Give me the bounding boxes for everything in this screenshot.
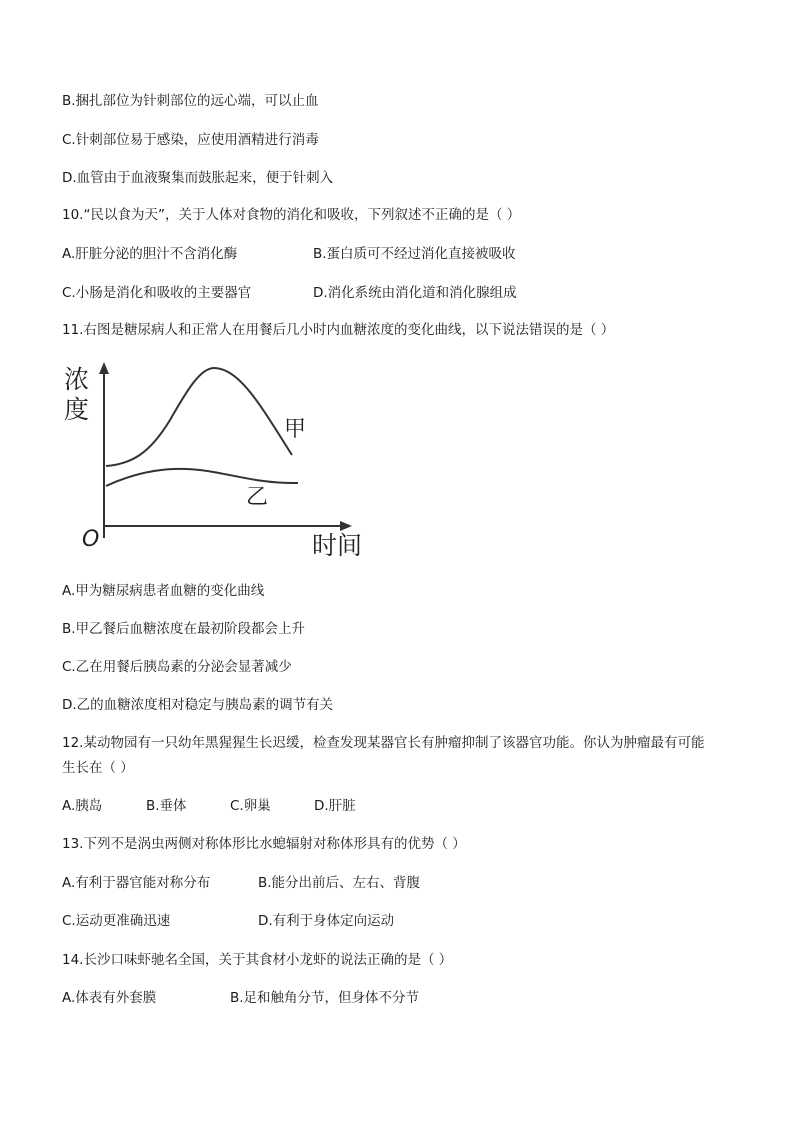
- q11-option-d: D.乙的血糖浓度相对稳定与胰岛素的调节有关: [62, 697, 334, 713]
- x-axis-label: 时间: [312, 531, 363, 560]
- y-axis-label-2: 度: [64, 395, 90, 424]
- q9-option-c: C.针刺部位易于感染，应使用酒精进行消毒: [62, 132, 319, 148]
- q10-option-c: C.小肠是消化和吸收的主要器官: [62, 285, 252, 301]
- blood-sugar-curve-figure: [62, 358, 382, 563]
- x-axis-arrow: [340, 521, 352, 531]
- q10-option-b: B.蛋白质可不经过消化直接被吸收: [313, 246, 516, 262]
- q14-option-b: B.足和触角分节，但身体不分节: [230, 990, 420, 1006]
- q13-option-b: B.能分出前后、左右、背腹: [258, 875, 421, 891]
- curve-jia-label: 甲: [284, 417, 307, 442]
- q12-option-d: D.肝脏: [314, 798, 356, 814]
- q12-option-b: B.垂体: [146, 798, 187, 814]
- q11-stem: 11.右图是糖尿病人和正常人在用餐后几小时内血糖浓度的变化曲线，以下说法错误的是（ ）: [62, 322, 615, 338]
- q11-option-b: B.甲乙餐后血糖浓度在最初阶段都会上升: [62, 621, 306, 637]
- q12-stem-line1: 12.某动物园有一只幼年黑猩猩生长迟缓，检查发现某器官长有肿瘤抑制了该器官功能。你认为肿瘤最有可能: [62, 735, 705, 751]
- q11-option-a: A.甲为糖尿病患者血糖的变化曲线: [62, 583, 265, 599]
- y-axis-arrow: [99, 362, 109, 374]
- q12-option-a: A.胰岛: [62, 798, 103, 814]
- curve-svg: [62, 358, 382, 563]
- q13-option-c: C.运动更准确迅速: [62, 913, 171, 929]
- origin-label: O: [82, 527, 100, 552]
- q10-option-d: D.消化系统由消化道和消化腺组成: [313, 285, 517, 301]
- q10-stem: 10.“民以食为天”，关于人体对食物的消化和吸收，下列叙述不正确的是（ ）: [62, 207, 521, 223]
- curve-yi: [106, 469, 298, 486]
- q11-option-c: C.乙在用餐后胰岛素的分泌会显著减少: [62, 659, 292, 675]
- q12-stem-line2: 生长在（ ）: [62, 760, 134, 776]
- y-axis-label-1: 浓: [64, 365, 90, 394]
- curve-jia: [106, 368, 292, 466]
- q9-option-d: D.血管由于血液聚集而鼓胀起来，便于针刺入: [62, 170, 334, 186]
- q9-option-b: B.捆扎部位为针刺部位的远心端，可以止血: [62, 93, 319, 109]
- q10-option-a: A.肝脏分泌的胆汁不含消化酶: [62, 246, 238, 262]
- curve-yi-label: 乙: [246, 485, 269, 510]
- q14-stem: 14.长沙口味虾驰名全国，关于其食材小龙虾的说法正确的是（ ）: [62, 952, 453, 968]
- q12-option-c: C.卵巢: [230, 798, 271, 814]
- q13-option-a: A.有利于器官能对称分布: [62, 875, 211, 891]
- q13-stem: 13.下列不是涡虫两侧对称体形比水螅辐射对称体形具有的优势（ ）: [62, 836, 466, 852]
- q13-option-d: D.有利于身体定向运动: [258, 913, 395, 929]
- q14-option-a: A.体表有外套膜: [62, 990, 157, 1006]
